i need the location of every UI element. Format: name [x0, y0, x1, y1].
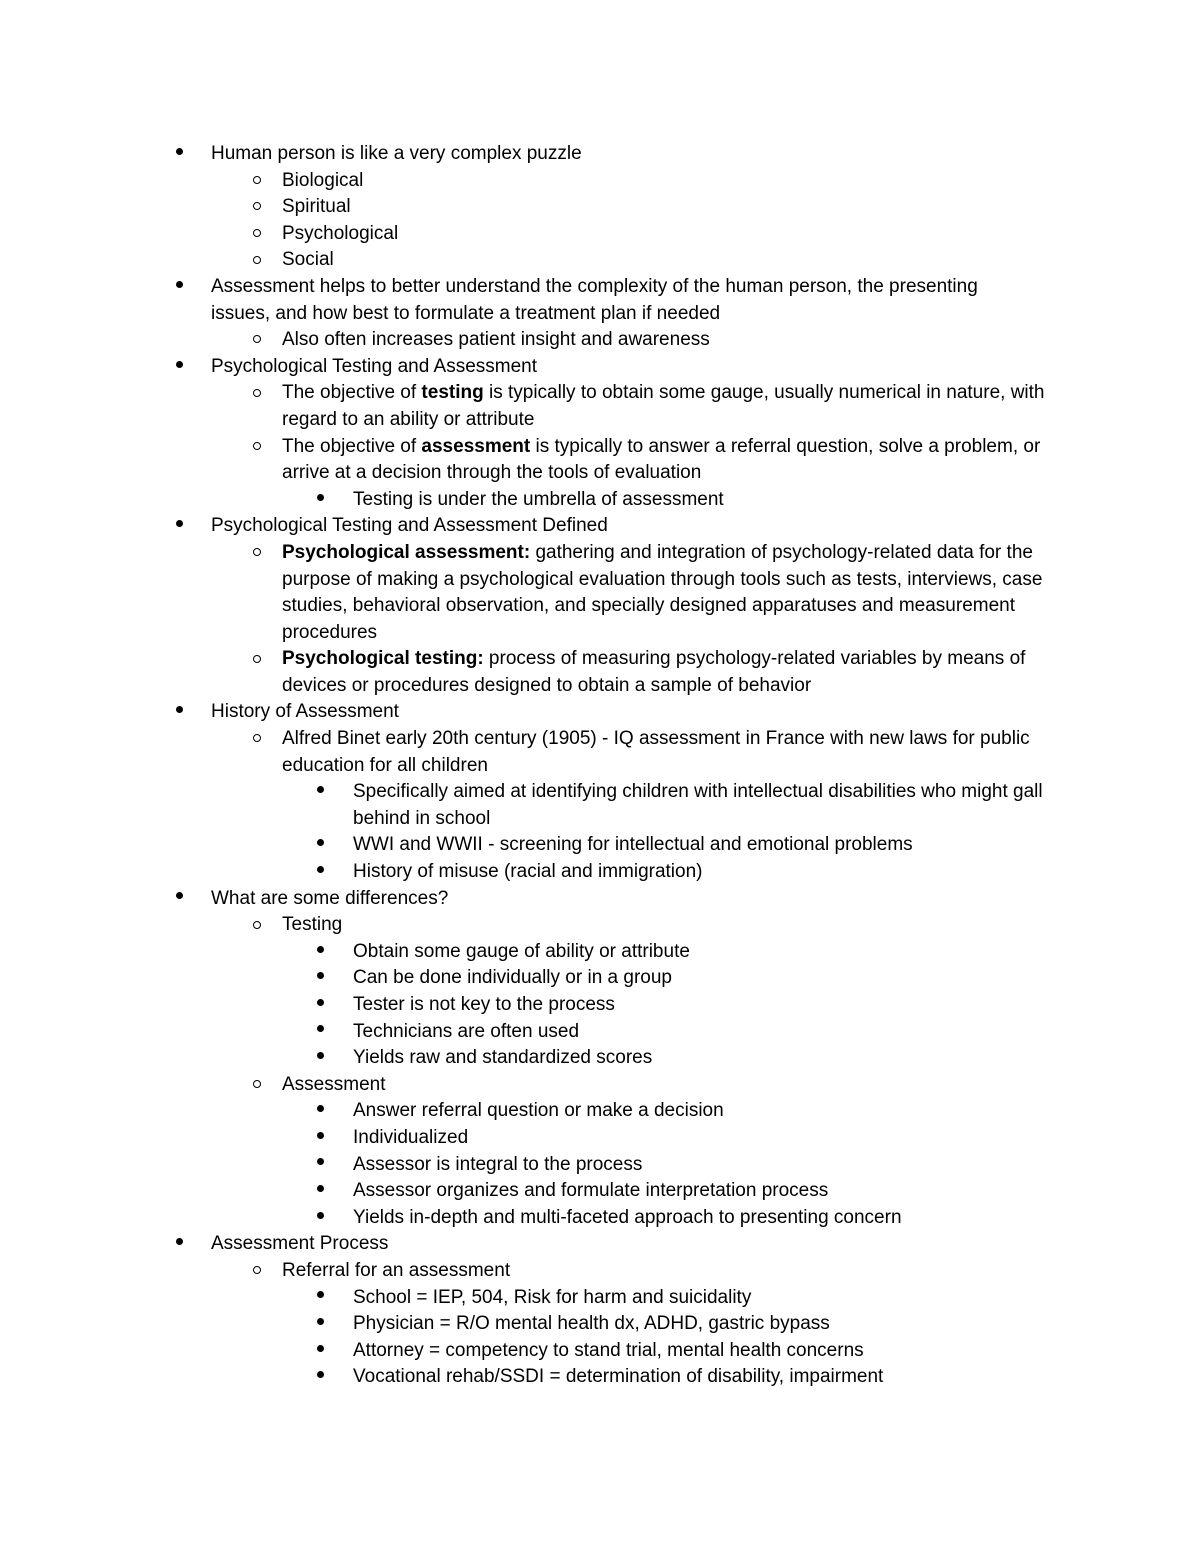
list-item [0, 992, 1063, 1019]
list-item [0, 327, 1062, 354]
list-item-text: Individualized [353, 1126, 469, 1148]
outline-list [0, 141, 1200, 1391]
list-item [0, 646, 1062, 699]
bullet-icon [172, 699, 186, 726]
hollow-bullet-icon [250, 1072, 264, 1099]
list-item [0, 1098, 1063, 1125]
list-item-text: process of measuring psychology-related variables by means of devices or procedures designed to obtain a sample of behavior [282, 648, 1026, 696]
hollow-bullet-icon [250, 380, 264, 407]
list-item-text: Answer referral question or make a decision [353, 1100, 724, 1122]
list-item-text: Attorney = competency to stand trial, mental health concerns [353, 1339, 864, 1361]
list-item-text: Alfred Binet early 20th century (1905) - IQ assessment in France with new laws for public education for all children [282, 728, 1030, 776]
list-item [0, 726, 1062, 779]
list-item [0, 1205, 1063, 1232]
bullet-icon [172, 513, 186, 540]
list-item [0, 1045, 1063, 1072]
bullet-icon [313, 1019, 327, 1046]
list-item-text: Tester is not key to the process [353, 994, 615, 1015]
hollow-bullet-icon [250, 726, 264, 753]
list-item-text: Social [282, 249, 334, 271]
hollow-bullet-icon [250, 168, 264, 195]
list-item [0, 141, 1031, 168]
bullet-icon [313, 992, 327, 1019]
list-item-text: Yields raw and standardized scores [353, 1047, 653, 1069]
list-item-text: What are some differences? [211, 887, 449, 909]
list-item [0, 1178, 1063, 1205]
list-item [0, 886, 1031, 913]
list-item-text: History of Assessment [211, 701, 399, 723]
list-item [0, 1364, 1063, 1391]
list-item-text: Specifically aimed at identifying children with intellectual disabilities who might gall behind in school [353, 781, 1043, 829]
document-page [0, 141, 1200, 1391]
list-item-bold-term: Psychological testing: [282, 648, 484, 670]
list-item [0, 912, 1062, 939]
bullet-icon [313, 1098, 327, 1125]
list-item [0, 354, 1031, 381]
list-item-prefix: The objective of [282, 382, 422, 404]
list-item-text: gathering and integration of psychology-related data for the purpose of making a psychological evaluation through tools such as tests, interviews, case studies, behavioral observation, and specially designed apparatuses and measurement procedures [282, 541, 1043, 643]
list-item-text: Physician = R/O mental health dx, ADHD, gastric bypass [353, 1313, 830, 1335]
list-item-text: Biological [282, 169, 364, 191]
list-item [0, 487, 1063, 514]
hollow-bullet-icon [250, 434, 264, 461]
list-item [0, 1285, 1063, 1312]
list-item-text: is typically to answer a referral question, solve a problem, or arrive at a decision through the tools of evaluation [282, 435, 1041, 484]
list-item-text: Vocational rehab/SSDI = determination of disability, impairment [353, 1366, 884, 1388]
list-item-text: Obtain some gauge of ability or attribute [353, 940, 690, 962]
list-item [0, 247, 1062, 274]
hollow-bullet-icon [250, 247, 264, 274]
list-item-text: Can be done individually or in a group [353, 967, 672, 989]
bullet-icon [172, 886, 186, 913]
bullet-icon [313, 1178, 327, 1205]
list-item-text: Psychological [282, 222, 399, 244]
bullet-icon [313, 1311, 327, 1338]
list-item-bold-term: assessment [421, 435, 531, 457]
hollow-bullet-icon [250, 1258, 264, 1285]
list-item [0, 168, 1062, 195]
bullet-icon [172, 141, 186, 168]
list-item-text: Also often increases patient insight and awareness [282, 329, 710, 351]
list-item [0, 832, 1063, 859]
list-item-text: is typically to obtain some gauge, usually numerical in nature, with regard to an ability or attribute [282, 382, 1045, 430]
bullet-icon [172, 1231, 186, 1258]
bullet-icon [313, 1125, 327, 1152]
list-item-prefix: The objective of [282, 435, 422, 457]
list-item [0, 194, 1062, 221]
bullet-icon [313, 1152, 327, 1179]
bullet-icon [172, 274, 186, 301]
bullet-icon [313, 1364, 327, 1391]
bullet-icon [313, 859, 327, 886]
list-item [0, 274, 1031, 327]
list-item-text: WWI and WWII - screening for intellectual and emotional problems [353, 834, 913, 856]
list-item-text: Referral for an assessment [282, 1259, 511, 1281]
bullet-icon [313, 487, 327, 514]
list-item-text: Human person is like a very complex puzzle [211, 143, 582, 164]
list-item-text: Assessment [282, 1073, 386, 1095]
list-item [0, 939, 1063, 966]
list-item [0, 1152, 1063, 1179]
list-item-bold-term: testing [421, 382, 484, 404]
list-item [0, 965, 1063, 992]
list-item-text: School = IEP, 504, Risk for harm and suicidality [353, 1286, 752, 1308]
list-item [0, 1338, 1063, 1365]
list-item [0, 1019, 1063, 1046]
list-item-text: Assessment Process [211, 1233, 389, 1255]
list-item-text: Assessor is integral to the process [353, 1153, 643, 1175]
bullet-icon [313, 965, 327, 992]
list-item [0, 1072, 1062, 1099]
list-item [0, 1231, 1031, 1258]
list-item-text: Assessor organizes and formulate interpretation process [353, 1180, 829, 1202]
list-item-bold-term: Psychological assessment: [282, 541, 531, 563]
list-item-text: Psychological Testing and Assessment [211, 355, 537, 377]
list-item [0, 1311, 1063, 1338]
list-item [0, 221, 1062, 248]
list-item-text: Yields in-depth and multi-faceted approach to presenting concern [353, 1206, 902, 1228]
bullet-icon [313, 1285, 327, 1312]
hollow-bullet-icon [250, 327, 264, 354]
list-item [0, 1125, 1063, 1152]
list-item [0, 540, 1062, 646]
list-item [0, 380, 1062, 433]
list-item [0, 699, 1031, 726]
list-item [0, 1258, 1062, 1285]
list-item [0, 859, 1063, 886]
list-item-text: Psychological Testing and Assessment Defined [211, 515, 608, 537]
hollow-bullet-icon [250, 912, 264, 939]
list-item [0, 434, 1062, 487]
list-item-text: Testing is under the umbrella of assessment [353, 488, 724, 510]
list-item-text: Technicians are often used [353, 1020, 580, 1042]
hollow-bullet-icon [250, 646, 264, 673]
bullet-icon [313, 1338, 327, 1365]
hollow-bullet-icon [250, 194, 264, 221]
bullet-icon [313, 939, 327, 966]
hollow-bullet-icon [250, 221, 264, 248]
bullet-icon [313, 1045, 327, 1072]
list-item-text: Testing [282, 914, 343, 936]
list-item-text: Spiritual [282, 196, 351, 218]
hollow-bullet-icon [250, 540, 264, 567]
list-item [0, 513, 1031, 540]
bullet-icon [313, 832, 327, 859]
bullet-icon [172, 354, 186, 381]
list-item-text: Assessment helps to better understand the complexity of the human person, the presenting issues, and how best to formulate a treatment plan if needed [211, 275, 978, 324]
bullet-icon [313, 779, 327, 806]
list-item [0, 779, 1063, 832]
bullet-icon [313, 1205, 327, 1232]
list-item-text: History of misuse (racial and immigration) [353, 861, 703, 883]
